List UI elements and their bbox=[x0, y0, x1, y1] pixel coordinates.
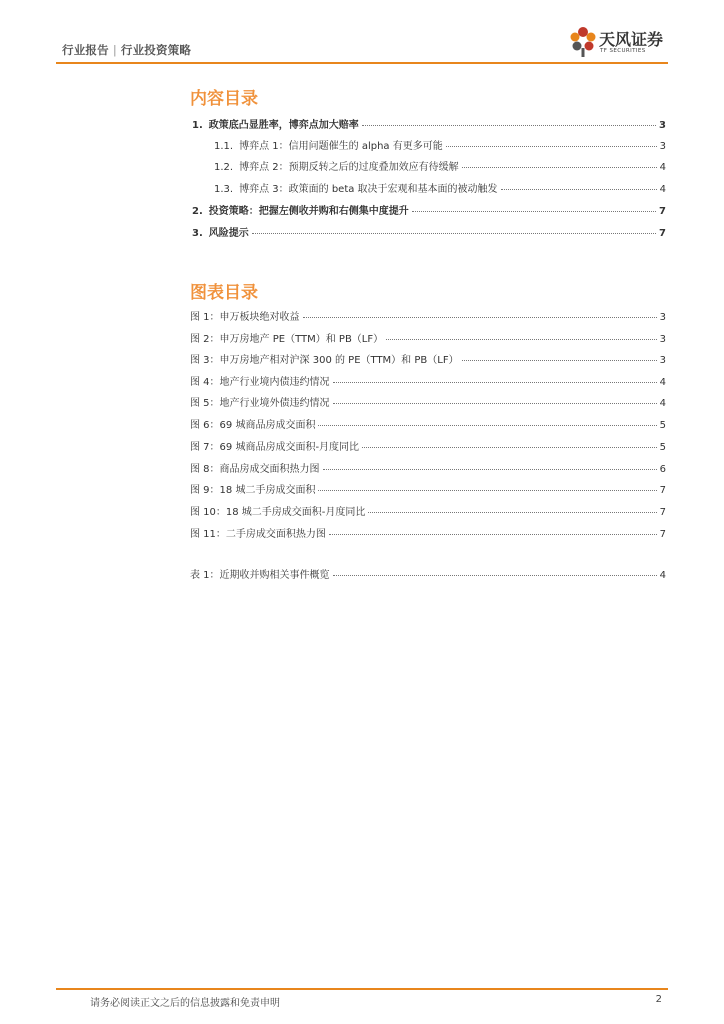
toc-page-number: 4 bbox=[659, 570, 666, 581]
toc-dot-leader bbox=[446, 146, 657, 147]
toc-entry-title bbox=[190, 308, 300, 323]
toc-entry-title bbox=[190, 525, 326, 540]
toc-entry-text: 博弈点 1：信用问题催生的 alpha 有更多可能 bbox=[239, 141, 443, 152]
toc-entry-text: 图 6：69 城商品房成交面积 bbox=[190, 420, 316, 431]
toc-entry-text: 图 8：商品房成交面积热力图 bbox=[190, 464, 320, 475]
toc-dot-leader bbox=[368, 512, 656, 513]
contents-entry[interactable] bbox=[214, 180, 666, 196]
toc-entry-title bbox=[214, 180, 498, 195]
figure-entry[interactable] bbox=[190, 438, 666, 454]
figure-entry[interactable] bbox=[190, 416, 666, 432]
toc-dot-leader bbox=[412, 211, 656, 212]
toc-dot-leader bbox=[462, 167, 657, 168]
toc-entry-title bbox=[190, 351, 459, 366]
toc-entry-text: 博弈点 3：政策面的 beta 取决于宏观和基本面的被动触发 bbox=[239, 184, 498, 195]
toc-entry-title bbox=[190, 330, 383, 345]
toc-dot-leader bbox=[462, 360, 657, 361]
toc-entry-number: 3. bbox=[192, 228, 203, 239]
toc-page-number: 4 bbox=[659, 162, 666, 173]
brand-name-en: TF SECURITIES bbox=[600, 48, 646, 54]
report-category-label: 行业报告 bbox=[62, 43, 109, 57]
toc-entry-number: 1. bbox=[192, 120, 203, 131]
toc-entry-text: 图 3：申万房地产相对沪深 300 的 PE（TTM）和 PB（LF） bbox=[190, 355, 459, 366]
toc-page-number: 7 bbox=[659, 206, 666, 217]
toc-page-number: 7 bbox=[659, 228, 666, 239]
flower-logo-icon bbox=[568, 24, 598, 58]
figure-entry[interactable] bbox=[190, 481, 666, 497]
figure-entry[interactable] bbox=[190, 330, 666, 346]
header-divider bbox=[56, 62, 668, 64]
toc-entry-number: 1.3. bbox=[214, 184, 234, 195]
toc-page-number: 3 bbox=[659, 334, 666, 345]
company-logo bbox=[568, 24, 678, 64]
toc-dot-leader bbox=[318, 490, 656, 491]
toc-dot-leader bbox=[333, 382, 657, 383]
header-separator: | bbox=[112, 43, 117, 57]
toc-dot-leader bbox=[501, 189, 657, 190]
toc-dot-leader bbox=[362, 125, 656, 126]
page-number: 2 bbox=[655, 994, 662, 1005]
figure-entry[interactable] bbox=[190, 503, 666, 519]
toc-entry-title bbox=[190, 394, 330, 409]
toc-page-number: 5 bbox=[659, 442, 666, 453]
toc-dot-leader bbox=[252, 233, 656, 234]
figure-entry[interactable] bbox=[190, 351, 666, 367]
toc-entry-number: 1.1. bbox=[214, 141, 234, 152]
figure-entry[interactable] bbox=[190, 373, 666, 389]
toc-page-number: 7 bbox=[659, 507, 666, 518]
toc-entry-number: 1.2. bbox=[214, 162, 234, 173]
toc-entry-text: 图 7：69 城商品房成交面积-月度同比 bbox=[190, 442, 360, 453]
toc-dot-leader bbox=[318, 425, 656, 426]
toc-entry-text: 图 2：申万房地产 PE（TTM）和 PB（LF） bbox=[190, 334, 384, 345]
contents-title: 内容目录 bbox=[190, 89, 258, 109]
toc-page-number: 3 bbox=[659, 120, 666, 131]
toc-dot-leader bbox=[323, 469, 657, 470]
toc-entry-title bbox=[190, 460, 320, 475]
figures-title: 图表目录 bbox=[190, 283, 258, 303]
toc-page-number: 3 bbox=[659, 355, 666, 366]
toc-entry-title bbox=[192, 224, 249, 239]
contents-entry[interactable] bbox=[214, 137, 666, 153]
toc-page-number: 4 bbox=[659, 377, 666, 388]
toc-entry-title bbox=[190, 416, 315, 431]
toc-dot-leader bbox=[329, 534, 657, 535]
toc-entry-text: 图 11：二手房成交面积热力图 bbox=[190, 529, 326, 540]
toc-entry-title bbox=[214, 137, 443, 152]
figure-entry[interactable] bbox=[190, 308, 666, 324]
toc-page-number: 7 bbox=[659, 529, 666, 540]
figure-entry[interactable] bbox=[190, 525, 666, 541]
toc-dot-leader bbox=[386, 339, 656, 340]
toc-entry-text: 图 9：18 城二手房成交面积 bbox=[190, 485, 316, 496]
toc-dot-leader bbox=[333, 575, 657, 576]
toc-entry-title bbox=[190, 373, 330, 388]
toc-entry-title bbox=[190, 438, 359, 453]
toc-dot-leader bbox=[362, 447, 657, 448]
footer-divider bbox=[56, 988, 668, 990]
toc-dot-leader bbox=[303, 317, 657, 318]
toc-entry-text: 图 1：申万板块绝对收益 bbox=[190, 312, 300, 323]
toc-entry-text: 图 4：地产行业境内债违约情况 bbox=[190, 377, 330, 388]
contents-entry[interactable] bbox=[192, 224, 666, 240]
toc-page-number: 5 bbox=[659, 420, 666, 431]
toc-page-number: 4 bbox=[659, 398, 666, 409]
toc-entry-title bbox=[190, 503, 365, 518]
report-subcategory-label: 行业投资策略 bbox=[120, 43, 192, 57]
toc-dot-leader bbox=[333, 403, 657, 404]
figure-entry[interactable] bbox=[190, 460, 666, 476]
toc-entry-title bbox=[192, 116, 359, 131]
toc-entry-text: 图 5：地产行业境外债违约情况 bbox=[190, 398, 330, 409]
toc-entry-text: 政策底凸显胜率，博弈点加大赔率 bbox=[208, 120, 359, 131]
toc-entry-title bbox=[190, 481, 315, 496]
figure-entry[interactable] bbox=[190, 394, 666, 410]
contents-entry[interactable] bbox=[214, 158, 666, 174]
toc-entry-text: 图 10：18 城二手房成交面积-月度同比 bbox=[190, 507, 366, 518]
toc-page-number: 7 bbox=[659, 485, 666, 496]
contents-entry[interactable] bbox=[192, 116, 666, 132]
report-category bbox=[62, 42, 191, 58]
toc-entry-title bbox=[192, 202, 409, 217]
contents-entry[interactable] bbox=[192, 202, 666, 218]
disclaimer-text: 请务必阅读正文之后的信息披露和免责申明 bbox=[90, 998, 280, 1009]
toc-page-number: 4 bbox=[659, 184, 666, 195]
toc-entry-text: 博弈点 2：预期反转之后的过度叠加效应有待缓解 bbox=[239, 162, 459, 173]
toc-entry-title bbox=[214, 158, 459, 173]
toc-entry-title bbox=[190, 566, 330, 581]
toc-entry-number: 2. bbox=[192, 206, 203, 217]
table-entry[interactable] bbox=[190, 566, 666, 582]
toc-page-number: 3 bbox=[659, 141, 666, 152]
toc-entry-text: 投资策略：把握左侧收并购和右侧集中度提升 bbox=[208, 206, 409, 217]
brand-name-cn: 天风证券 bbox=[599, 30, 664, 49]
toc-entry-text: 表 1：近期收并购相关事件概览 bbox=[190, 570, 330, 581]
toc-page-number: 6 bbox=[659, 464, 666, 475]
toc-page-number: 3 bbox=[659, 312, 666, 323]
toc-entry-text: 风险提示 bbox=[208, 228, 249, 239]
